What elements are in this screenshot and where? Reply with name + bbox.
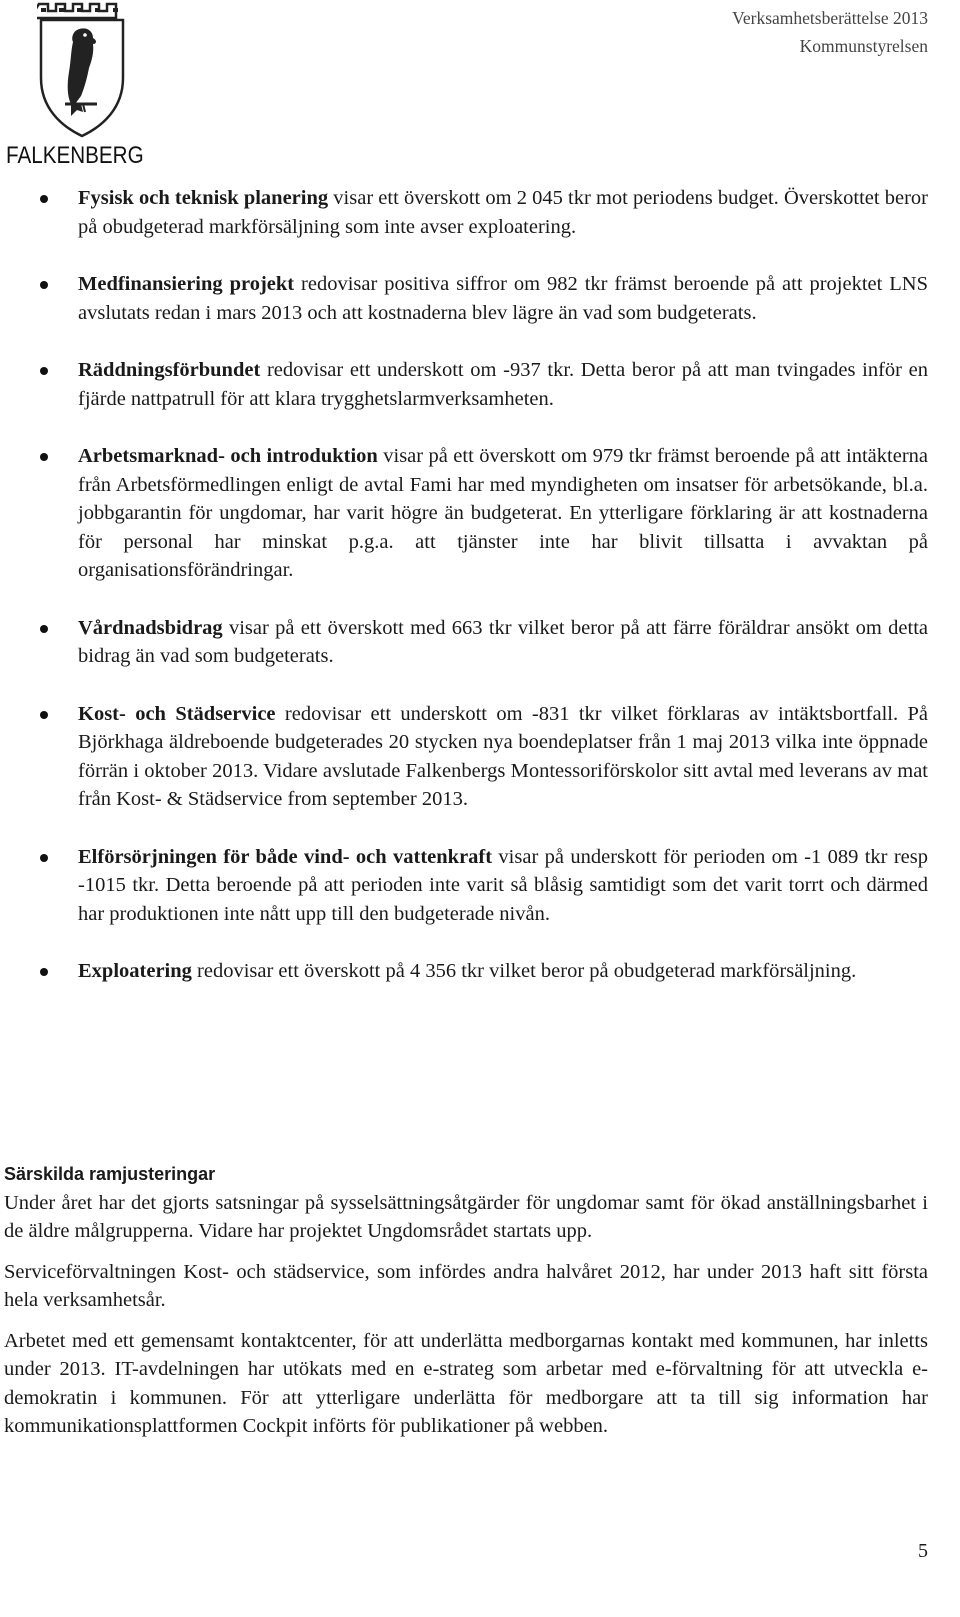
falcon-crest-icon [37, 0, 127, 140]
bullet-dot-icon [40, 625, 48, 633]
bullet-dot-icon [40, 281, 48, 289]
header-report-title: Verksamhetsberättelse 2013 [732, 8, 928, 28]
item-text: visar ett överskott om 2 045 tkr mot periodens budget. Överskottet beror på obudgeterad markförsäljning som inte avser exploatering. [78, 187, 928, 238]
page-number: 5 [918, 1540, 928, 1562]
budget-bullet-list [0, 184, 960, 986]
item-text: redovisar positiva siffror om 982 tkr främst beroende på att projektet LNS avslutats redan i mars 2013 och att kostnaderna blev lägre än vad som budgeterats. [78, 273, 928, 324]
list-item [0, 184, 960, 241]
item-text: redovisar ett underskott om -937 tkr. Detta beror på att man tvingades inför en fjärde nattpatrull för att klara trygghetslarmverksamheten. [78, 359, 928, 410]
bullet-dot-icon [40, 711, 48, 719]
item-text: visar på ett överskott om 979 tkr främst beroende på att intäkterna från Arbetsförmedlingen enligt de avtal Fami har med myndigheten om insatser för arbetsökande, bl.a. jobbgarantin för ungdomar, har varit högre än budgeterat. En ytterligare förklaring är att kostnaderna för personal har minskat p.g.a. att tjänster inte har blivit tillsatta i avvaktan på organisationsförändringar. [78, 445, 928, 581]
item-text: redovisar ett underskott om -831 tkr vilket förklaras av intäktsbortfall. På Björkhaga äldreboende budgeterades 20 stycken nya boendeplatser från 1 maj 2013 vilka inte öppnade förrän i oktober 2013. Vidare avslutade Falkenbergs Montessoriförskolor sitt avtal med leverans av mat från Kost- & Städservice from september 2013. [78, 702, 928, 810]
document-header [732, 4, 928, 60]
bullet-dot-icon [40, 968, 48, 976]
bullet-dot-icon [40, 854, 48, 862]
bullet-dot-icon [40, 453, 48, 461]
list-item [0, 356, 960, 413]
list-item [0, 843, 960, 929]
section-heading: Särskilda ramjusteringar [4, 1164, 216, 1184]
item-heading: Medfinansiering projekt [78, 273, 295, 295]
bullet-dot-icon [40, 367, 48, 375]
item-text: visar på underskott för perioden om -1 089 tkr resp -1015 tkr. Detta beroende på att perioden inte varit så blåsig samtidigt som det varit torrt och därmed har produktionen inte nått upp till den budgeterade nivån. [78, 845, 928, 925]
item-heading: Kost- och Städservice [78, 702, 276, 725]
section-paragraph: Serviceförvaltningen Kost- och städservice, som infördes andra halvåret 2012, har under 2013 haft sitt första hela verksamhetsår. [4, 1260, 928, 1311]
special-adjustments-section [4, 1160, 928, 1441]
bullet-dot-icon [40, 195, 48, 203]
section-paragraph: Arbetet med ett gemensamt kontaktcenter, för att underlätta medborgarnas kontakt med kommunen, har inletts under 2013. IT-avdelningen har utökats med en e-strateg som arbetar med e-förvaltning för att utveckla e-demokratin i kommunen. För att ytterligare underlätta för medborgare att ta till sig information har kommunikationsplattformen Cockpit införts för publikationer på webben. [4, 1329, 928, 1437]
list-item [0, 270, 960, 327]
item-text: visar på ett överskott med 663 tkr vilket beror på att färre föräldrar ansökt om detta bidrag än vad som budgeterats. [78, 616, 928, 667]
item-text: redovisar ett överskott på 4 356 tkr vilket beror på obudgeterad markförsäljning. [191, 960, 857, 982]
list-item [0, 614, 960, 671]
header-department: Kommunstyrelsen [799, 36, 928, 56]
municipality-logo [4, 0, 154, 172]
item-heading: Arbetsmarknad- och introduktion [78, 445, 378, 467]
item-heading: Vårdnadsbidrag [78, 616, 223, 639]
list-item [0, 957, 960, 986]
item-heading: Fysisk och teknisk planering [78, 187, 329, 209]
logo-wordmark: FALKENBERG [6, 142, 144, 169]
section-paragraph: Under året har det gjorts satsningar på sysselsättningsåtgärder för ungdomar samt för ökad anställningsbarhet i de äldre målgrupperna. Vidare har projektet Ungdomsrådet startats upp. [4, 1191, 928, 1242]
list-item [0, 442, 960, 585]
item-heading: Räddningsförbundet [78, 359, 261, 381]
list-item [0, 700, 960, 814]
item-heading: Exploatering [78, 960, 192, 982]
item-heading: Elförsörjningen för både vind- och vattenkraft [78, 845, 493, 868]
